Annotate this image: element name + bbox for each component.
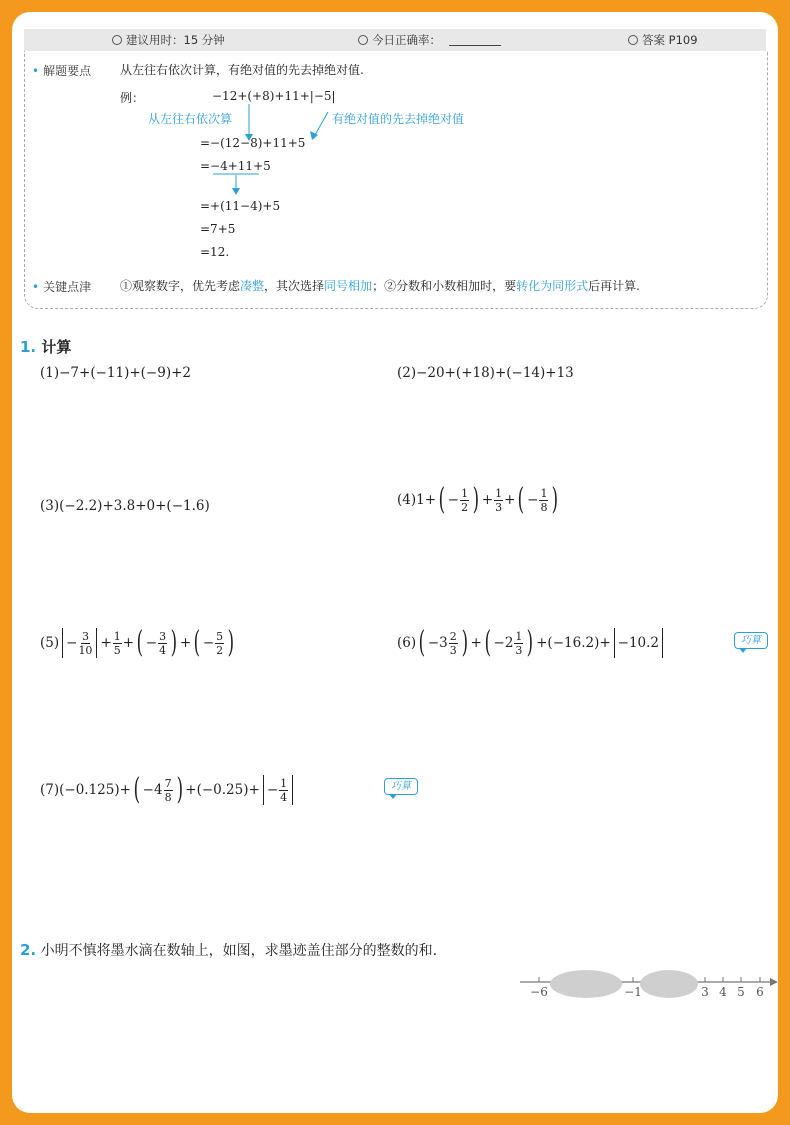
problem-2: (2)−20+(+18)+(−14)+13 [397,365,574,381]
step-5: =12. [200,245,230,259]
step-1: =−(12−8)+11+5 [200,136,306,150]
problem-3: (3)(−2.2)+3.8+0+(−1.6) [40,498,210,514]
step-4: =7+5 [200,222,236,236]
qiao-badge-7: 巧算 [384,778,418,795]
axis-label-3: 3 [701,985,709,999]
answer-info: 答案 P109 [628,32,698,48]
annotation-right: 有绝对值的先去掉绝对值 [332,112,465,126]
problem-1: (1)−7+(−11)+(−9)+2 [40,365,192,381]
axis-label-6: 6 [756,985,764,999]
problem-7: (7)(−0.125)+ ( − 4 7 8 ) +(−0.25)+ − $\frac{1}{4}$ [40,775,296,805]
worksheet-page [12,12,778,1113]
tip-label-2: • 关键点津 [32,280,92,294]
axis-label-4: 4 [719,985,727,999]
axis-label-neg1: −1 [624,985,642,999]
example-label: 例： [120,91,145,105]
axis-label-5: 5 [737,985,745,999]
problem-5: (5) − $\frac{3}{10}$ + $\frac{1}{5}$ + ( − $\frac{3}{4}$ ) + ( − $\frac{5}{2}$ ) [40,625,235,660]
problem-4: (4)1+ ( − $\frac{1}{2}$ ) + $\frac{1}{3}$ + ( − $\frac{1}{8}$ ) [397,482,559,517]
qiao-badge-6: 巧算 [734,632,768,649]
problem-6: (6) ( − 3 2 3 ) + ( − 2 1 3 ) +(−16.2)+ −10.2 [397,628,666,658]
tip-point-1: 从左往右依次计算，有绝对值的先去掉绝对值. [120,63,364,77]
accuracy-info: 今日正确率： [358,32,501,48]
key-points: ①观察数字，优先考虑凑整，其次选择同号相加；②分数和小数相加时，要转化为同形式后再计算. [120,279,640,293]
section-1-title: 1. 计算 [20,338,72,356]
step-3: =+(11−4)+5 [200,199,281,213]
time-info: 建议用时：15 分钟 [112,32,225,48]
ink-blot-1 [550,970,622,998]
step-2: =−4+11+5 [200,159,271,173]
axis-label-neg6: −6 [530,985,548,999]
example-expression: −12+(+8)+11+|−5| [212,89,336,103]
annotation-left: 从左往右依次算 [148,112,233,126]
tip-label-1: • 解题要点 [32,64,92,78]
section-2: 2. 小明不慎将墨水滴在数轴上，如图，求墨迹盖住部分的整数的和. [20,941,438,959]
